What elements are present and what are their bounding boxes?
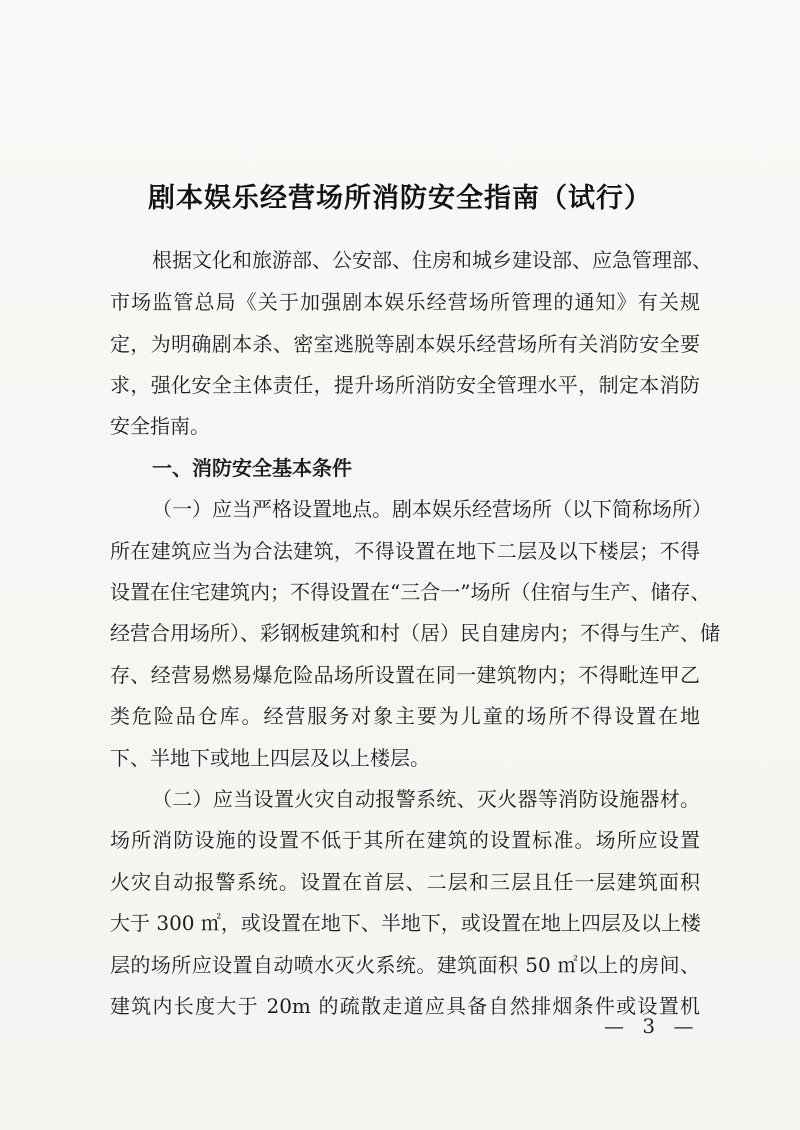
intro-line-3: 定，为明确剧本杀、密室逃脱等剧本娱乐经营场所有关消防安全要 bbox=[110, 332, 700, 356]
page-number: — 3 — bbox=[604, 1014, 700, 1038]
intro-line-1: 根据文化和旅游部、公安部、住房和城乡建设部、应急管理部、 bbox=[152, 248, 712, 272]
section-heading-basic-conditions: 一、消防安全基本条件 bbox=[152, 456, 352, 480]
item2-line-2: 场所消防设施的设置不低于其所在建筑的设置标准。场所应设置 bbox=[110, 828, 700, 852]
item1-line-3: 设置在住宅建筑内；不得设置在“三合一”场所（住宿与生产、储存、 bbox=[110, 580, 711, 604]
item2-line-3: 火灾自动报警系统。设置在首层、二层和三层且任一层建筑面积 bbox=[110, 870, 700, 894]
item1-line-6: 类危险品仓库。经营服务对象主要为儿童的场所不得设置在地 bbox=[110, 704, 700, 728]
intro-line-4: 求，强化安全主体责任，提升场所消防安全管理水平，制定本消防 bbox=[110, 373, 700, 397]
item2-line-6: 建筑内长度大于 20m 的疏散走道应具备自然排烟条件或设置机 bbox=[110, 994, 700, 1018]
item1-line-1: （一）应当严格设置地点。剧本娱乐经营场所（以下简称场所） bbox=[152, 497, 712, 521]
item1-line-7: 下、半地下或地上四层及以上楼层。 bbox=[110, 746, 430, 770]
intro-line-5: 安全指南。 bbox=[110, 414, 210, 438]
intro-line-2: 市场监管总局《关于加强剧本娱乐经营场所管理的通知》有关规 bbox=[110, 290, 700, 314]
item1-line-5: 存、经营易燃易爆危险品场所设置在同一建筑物内；不得毗连甲乙 bbox=[110, 663, 700, 687]
item2-line-4: 大于 300 ㎡，或设置在地下、半地下，或设置在地上四层及以上楼 bbox=[110, 911, 701, 935]
item2-line-1: （二）应当设置火灾自动报警系统、灭火器等消防设施器材。 bbox=[152, 787, 700, 811]
item1-line-2: 所在建筑应当为合法建筑，不得设置在地下二层及以下楼层；不得 bbox=[110, 539, 700, 563]
item1-line-4: 经营合用场所）、彩钢板建筑和村（居）民自建房内；不得与生产、储 bbox=[110, 621, 720, 645]
item2-line-5: 层的场所应设置自动喷水灭火系统。建筑面积 50 ㎡以上的房间、 bbox=[110, 953, 700, 977]
document-title: 剧本娱乐经营场所消防安全指南（试行） bbox=[148, 183, 652, 214]
